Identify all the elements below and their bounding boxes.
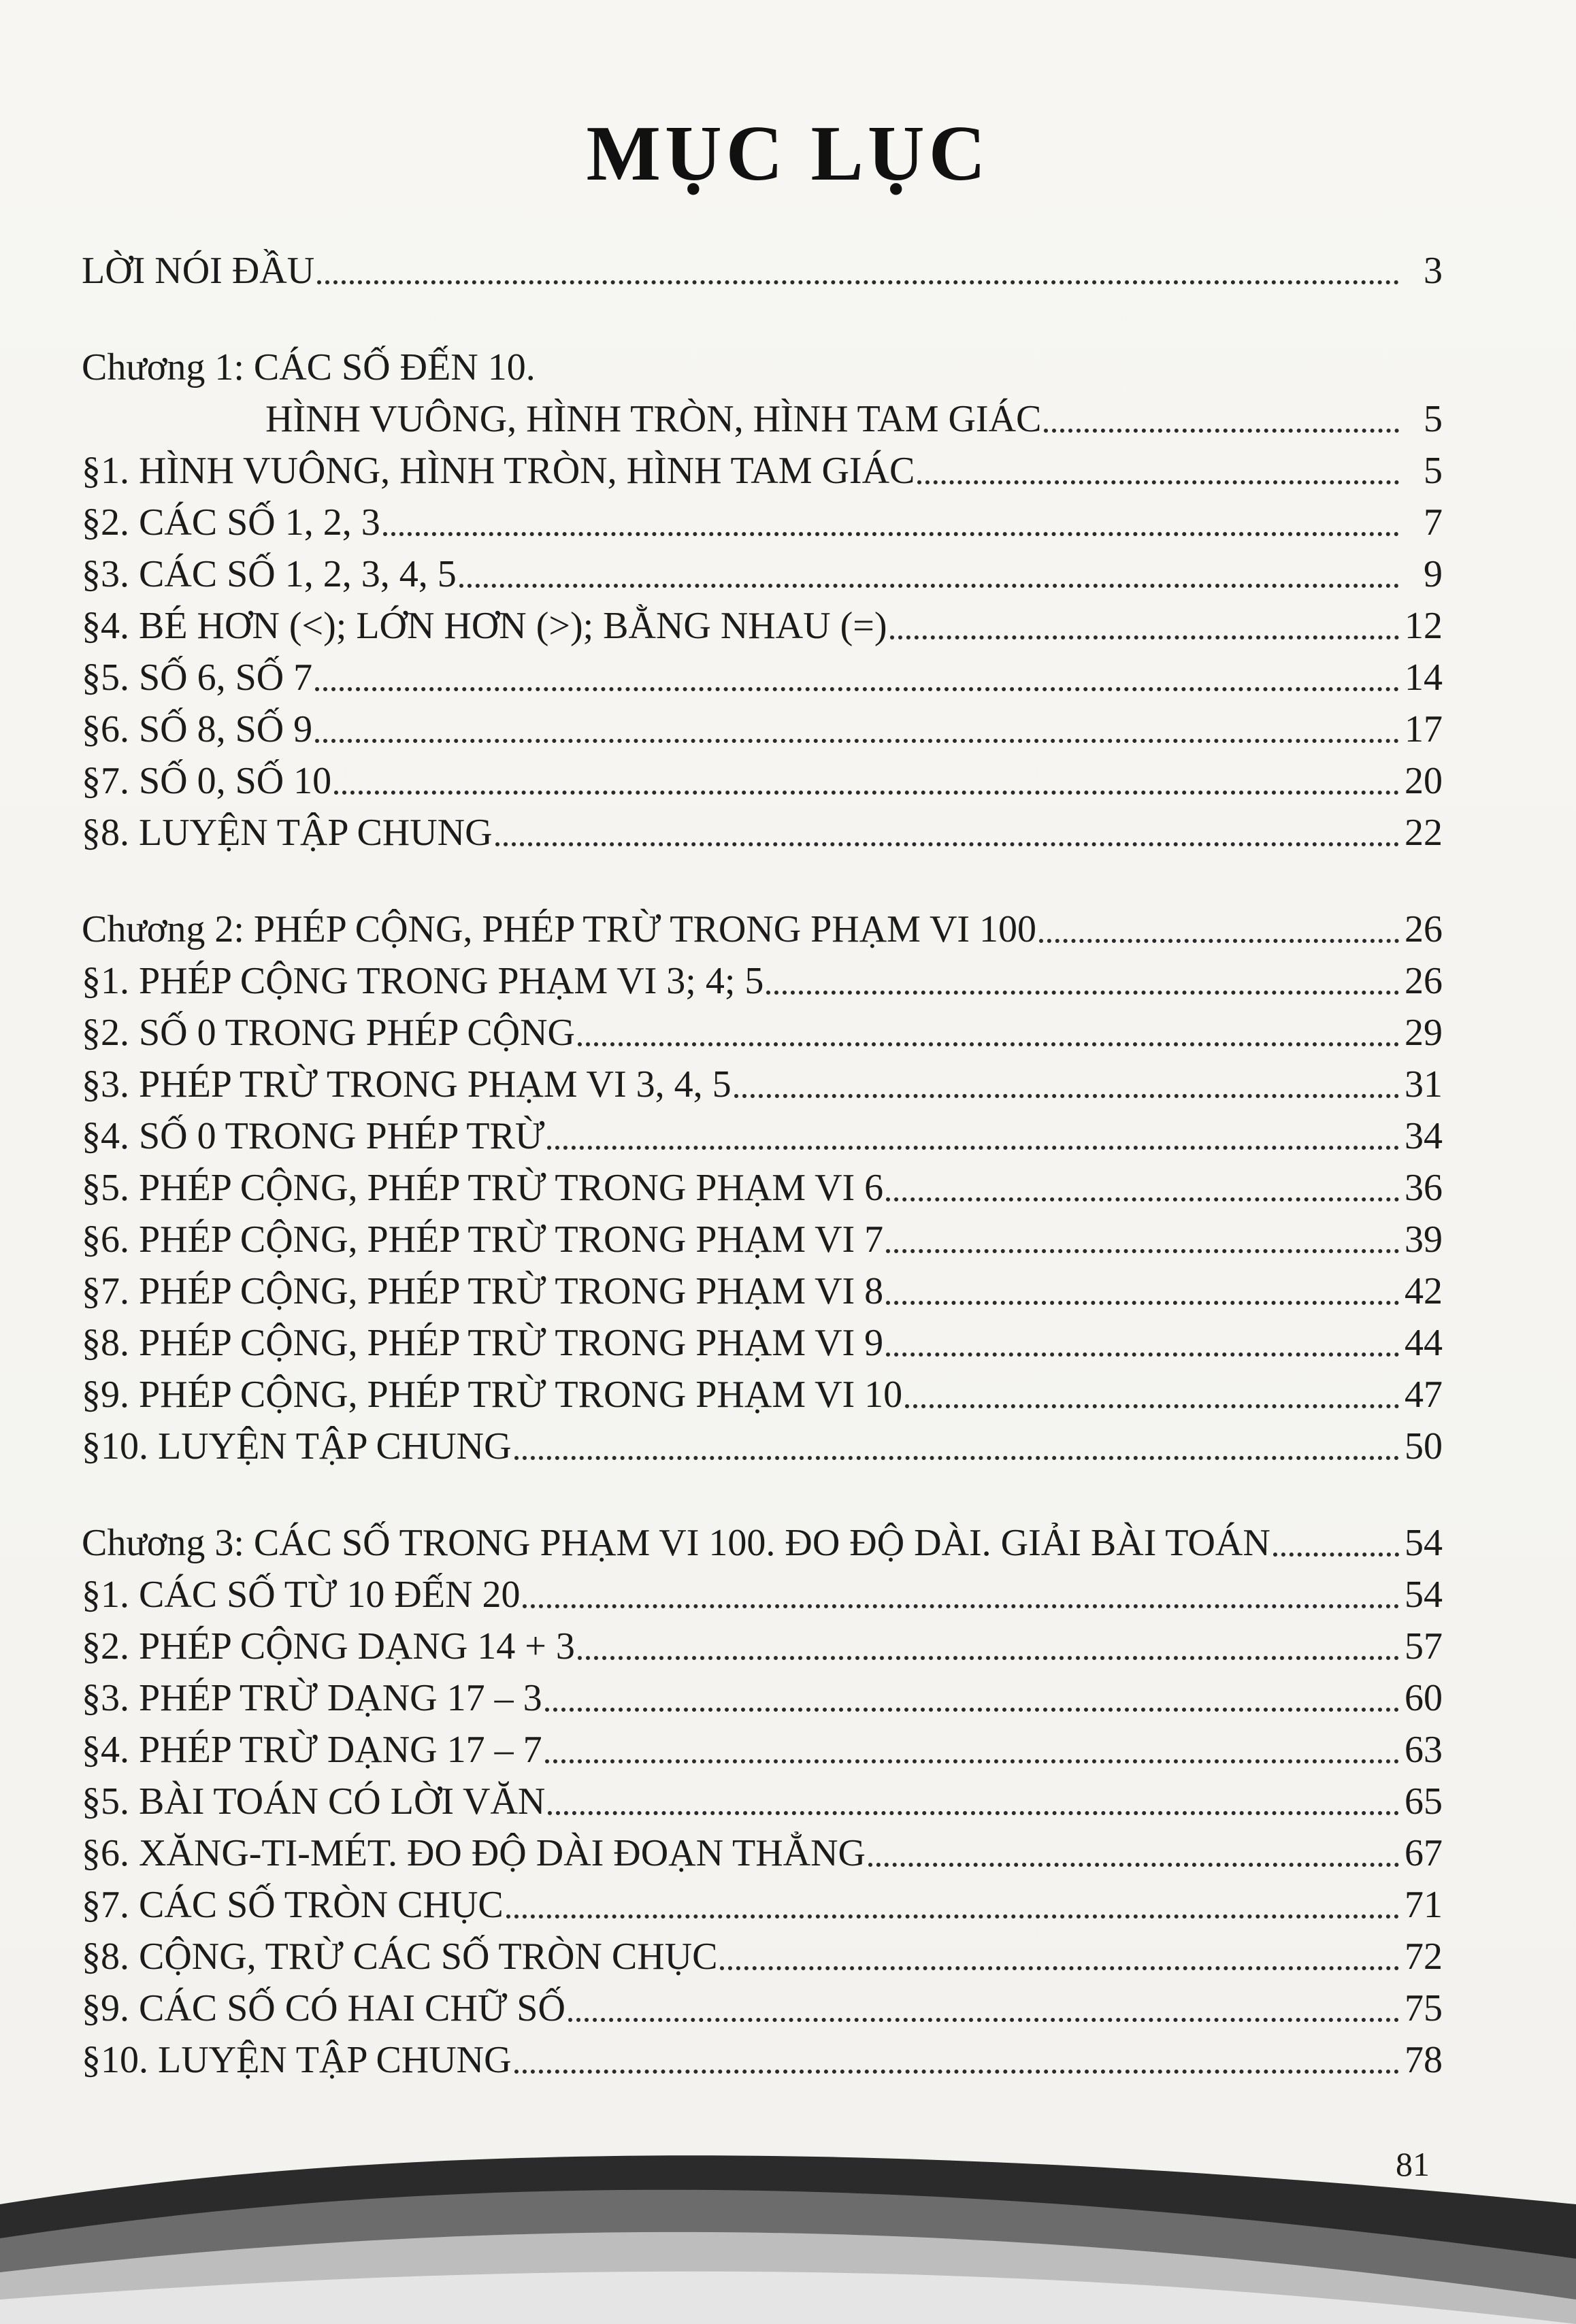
toc-entry-page: 20 (1405, 760, 1443, 802)
toc-entry (82, 1059, 1443, 1110)
chapter-1-heading-line2 (82, 393, 1443, 445)
dot-leader (1039, 939, 1399, 943)
dot-leader (315, 739, 1399, 743)
toc-entry (82, 1621, 1443, 1672)
toc-entry-label: §3. CÁC SỐ 1, 2, 3, 4, 5 (82, 553, 457, 595)
toc-entry-page: 22 (1405, 812, 1443, 854)
toc-entry-page: 7 (1424, 501, 1443, 544)
toc-entry (82, 1879, 1443, 1931)
toc-entry-page: 65 (1405, 1780, 1443, 1823)
dot-leader (514, 2070, 1399, 2074)
toc-entry-label: §2. PHÉP CỘNG DẠNG 14 + 3 (82, 1625, 575, 1667)
toc-entry-label: §10. LUYỆN TẬP CHUNG (82, 2039, 512, 2081)
toc-entry-label: §7. CÁC SỐ TRÒN CHỤC (82, 1884, 504, 1926)
toc-entry (82, 1214, 1443, 1265)
toc-entry-page: 5 (1424, 450, 1443, 492)
toc-entry-label: §3. PHÉP TRỪ TRONG PHẠM VI 3, 4, 5 (82, 1063, 732, 1106)
toc-entry (82, 755, 1443, 807)
toc-entry-label: §10. LUYỆN TẬP CHUNG (82, 1425, 512, 1467)
toc-entry (82, 1317, 1443, 1369)
toc-entry-page: 36 (1405, 1167, 1443, 1209)
dot-leader (315, 687, 1399, 691)
toc-entry-label: §5. BÀI TOÁN CÓ LỜI VĂN (82, 1780, 546, 1823)
toc-entry-page: 78 (1405, 2039, 1443, 2081)
toc-entry (82, 600, 1443, 652)
toc-entry-label: §5. SỐ 6, SỐ 7 (82, 657, 313, 699)
toc-entry-label: §5. PHÉP CỘNG, PHÉP TRỪ TRONG PHẠM VI 6 (82, 1167, 884, 1209)
toc-entry-label: §9. PHÉP CỘNG, PHÉP TRỪ TRONG PHẠM VI 10 (82, 1374, 903, 1416)
toc-entry (82, 1007, 1443, 1059)
toc-entry-label: §6. SỐ 8, SỐ 9 (82, 708, 313, 750)
toc-entry-label: §6. XĂNG-TI-MÉT. ĐO ĐỘ DÀI ĐOẠN THẲNG (82, 1832, 866, 1874)
toc-entry-page: 50 (1405, 1425, 1443, 1467)
toc-entry-page: 54 (1405, 1522, 1443, 1564)
toc-entry (82, 1827, 1443, 1879)
toc-entry-label: §7. SỐ 0, SỐ 10 (82, 760, 332, 802)
toc-entry-page: 31 (1405, 1063, 1443, 1106)
toc-entry-page: 60 (1405, 1677, 1443, 1719)
toc-entry (82, 1672, 1443, 1724)
chapter-1-items (82, 445, 1443, 859)
toc-entry-label: §8. CỘNG, TRỪ CÁC SỐ TRÒN CHỤC (82, 1936, 718, 1978)
chapter-2-heading (82, 903, 1443, 955)
toc-entry (82, 445, 1443, 497)
dot-leader (383, 532, 1399, 536)
toc-entry-page: 54 (1405, 1574, 1443, 1616)
toc-entry-label: §2. CÁC SỐ 1, 2, 3 (82, 501, 380, 544)
toc-entry-page: 67 (1405, 1832, 1443, 1874)
toc-entry (82, 1569, 1443, 1621)
toc-entry-page: 12 (1405, 605, 1443, 647)
toc-entry-label: §2. SỐ 0 TRONG PHÉP CỘNG (82, 1012, 575, 1054)
table-of-contents (82, 245, 1443, 2086)
toc-entry (82, 548, 1443, 600)
toc-entry-page: 72 (1405, 1936, 1443, 1978)
toc-entry-label: §1. HÌNH VUÔNG, HÌNH TRÒN, HÌNH TAM GIÁC (82, 450, 915, 492)
toc-entry-page: 26 (1405, 960, 1443, 1002)
toc-entry (82, 652, 1443, 703)
chapter-heading-label: Chương 1: CÁC SỐ ĐẾN 10. (82, 346, 536, 388)
dot-leader (886, 1352, 1399, 1357)
dot-leader (720, 1966, 1399, 1970)
dot-leader (886, 1301, 1399, 1305)
toc-entry-label: §4. BÉ HƠN (<); LỚN HƠN (>); BẰNG NHAU (=) (82, 605, 887, 647)
toc-entry (82, 1982, 1443, 2034)
chapter-2-items (82, 955, 1443, 1472)
toc-entry-page: 71 (1405, 1884, 1443, 1926)
dot-leader (459, 584, 1399, 588)
toc-entry-page: 34 (1405, 1115, 1443, 1157)
toc-entry-page: 75 (1405, 1987, 1443, 2029)
dot-leader (568, 2018, 1399, 2022)
chapter-3-items (82, 1569, 1443, 2086)
toc-entry-page: 9 (1424, 553, 1443, 595)
toc-entry (82, 955, 1443, 1007)
toc-entry-label: §8. PHÉP CỘNG, PHÉP TRỪ TRONG PHẠM VI 9 (82, 1322, 884, 1364)
toc-entry-label: §3. PHÉP TRỪ DẠNG 17 – 3 (82, 1677, 542, 1719)
dot-leader (905, 1404, 1399, 1408)
chapter-heading-label: Chương 3: CÁC SỐ TRONG PHẠM VI 100. ĐO ĐỘ DÀI. GIẢI BÀI TOÁN (82, 1522, 1270, 1564)
dot-leader (548, 1811, 1399, 1815)
toc-entry (82, 703, 1443, 755)
dot-leader (1044, 429, 1399, 433)
dot-leader (506, 1914, 1399, 1919)
toc-entry (82, 1776, 1443, 1827)
dot-leader (545, 1708, 1399, 1712)
toc-entry-page: 29 (1405, 1012, 1443, 1054)
toc-entry-label: LỜI NÓI ĐẦU (82, 250, 315, 292)
toc-entry (82, 1369, 1443, 1421)
dot-leader (547, 1146, 1399, 1150)
page-number: 81 (1396, 2145, 1430, 2183)
dot-leader (578, 1042, 1399, 1046)
toc-entry (82, 1724, 1443, 1776)
dot-leader (1273, 1553, 1399, 1557)
toc-entry-label: §1. PHÉP CỘNG TRONG PHẠM VI 3; 4; 5 (82, 960, 764, 1002)
toc-entry (82, 807, 1443, 859)
toc-entry-label: §7. PHÉP CỘNG, PHÉP TRỪ TRONG PHẠM VI 8 (82, 1270, 884, 1312)
toc-entry (82, 1110, 1443, 1162)
dot-leader (766, 991, 1399, 995)
toc-entry (82, 1265, 1443, 1317)
toc-entry-page: 47 (1405, 1374, 1443, 1416)
toc-entry (82, 2034, 1443, 2086)
toc-entry-page: 26 (1405, 908, 1443, 950)
dot-leader (317, 280, 1399, 284)
toc-entry-label: §4. PHÉP TRỪ DẠNG 17 – 7 (82, 1729, 542, 1771)
toc-entry (82, 497, 1443, 548)
toc-entry-page: 57 (1405, 1625, 1443, 1667)
toc-entry (82, 1162, 1443, 1214)
dot-leader (890, 635, 1400, 640)
dot-leader (545, 1759, 1399, 1763)
dot-leader (917, 480, 1399, 484)
toc-entry-page: 39 (1405, 1218, 1443, 1261)
dot-leader (523, 1604, 1399, 1608)
toc-entry-page: 14 (1405, 657, 1443, 699)
toc-entry-page: 42 (1405, 1270, 1443, 1312)
dot-leader (886, 1249, 1399, 1253)
toc-entry-label: §1. CÁC SỐ TỪ 10 ĐẾN 20 (82, 1574, 521, 1616)
toc-entry-page: 17 (1405, 708, 1443, 750)
dot-leader (578, 1656, 1399, 1660)
toc-entry-page: 3 (1424, 250, 1443, 292)
dot-leader (868, 1863, 1399, 1867)
toc-entry-label: §4. SỐ 0 TRONG PHÉP TRỪ (82, 1115, 545, 1157)
toc-entry-label: §6. PHÉP CỘNG, PHÉP TRỪ TRONG PHẠM VI 7 (82, 1218, 884, 1261)
decorative-swoosh (0, 2123, 1576, 2324)
toc-entry-label: §9. CÁC SỐ CÓ HAI CHỮ SỐ (82, 1987, 565, 2029)
toc-entry-page: 44 (1405, 1322, 1443, 1364)
toc-entry-label: §8. LUYỆN TẬP CHUNG (82, 812, 493, 854)
toc-entry-page: 5 (1424, 398, 1443, 440)
dot-leader (495, 842, 1399, 846)
dot-leader (514, 1456, 1399, 1460)
page-title: MỤC LỤC (586, 110, 990, 197)
dot-leader (734, 1094, 1399, 1098)
chapter-3-heading (82, 1517, 1443, 1569)
toc-entry-page: 63 (1405, 1729, 1443, 1771)
chapter-1-heading-line1 (82, 342, 1443, 393)
chapter-heading-label: HÌNH VUÔNG, HÌNH TRÒN, HÌNH TAM GIÁC (265, 398, 1042, 440)
dot-leader (334, 791, 1399, 795)
dot-leader (886, 1197, 1399, 1201)
toc-entry (82, 1931, 1443, 1982)
toc-entry-preface (82, 245, 1443, 297)
chapter-heading-label: Chương 2: PHÉP CỘNG, PHÉP TRỪ TRONG PHẠM VI 100 (82, 908, 1037, 950)
toc-entry (82, 1421, 1443, 1472)
